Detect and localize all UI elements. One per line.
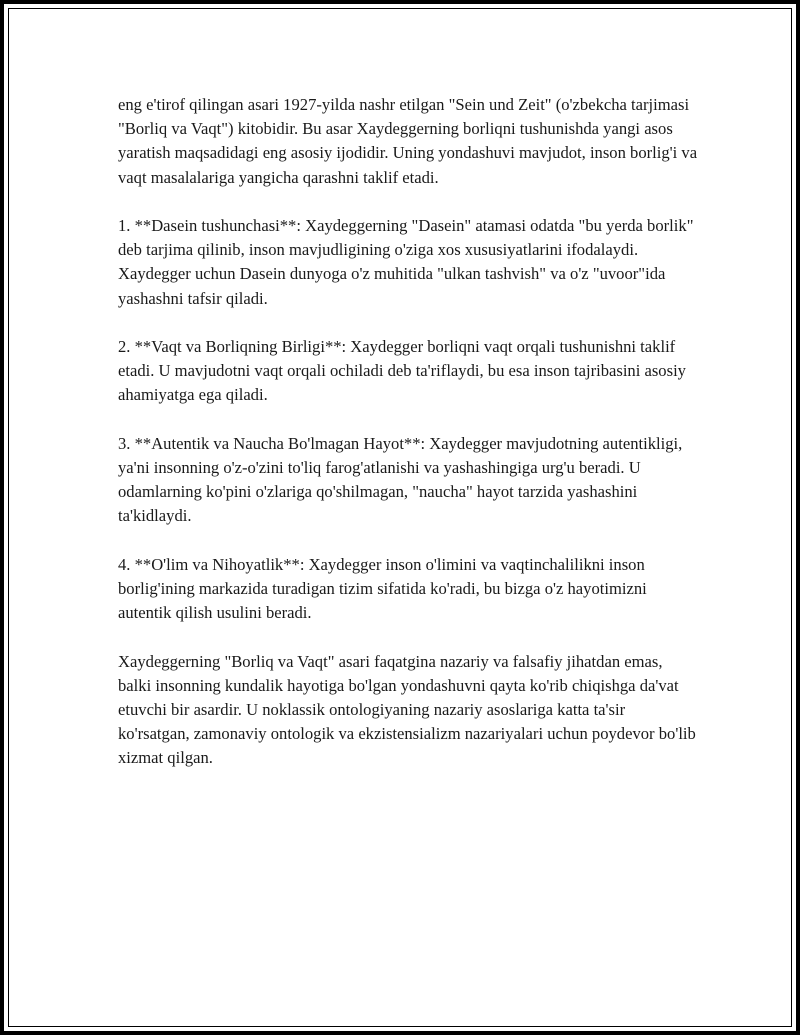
conclusion-paragraph: Xaydeggerning "Borliq va Vaqt" asari faqatgina nazariy va falsafiy jihatdan emas, balki insonning kundalik hayotiga bo'lgan yondashuvni qayta ko'rib chiqishga da'vat etuvchi bir asardir. U noklassik ontologiyaning nazariy asoslariga katta ta'sir ko'rsatgan, zamonaviy ontologik va ekzistensializm nazariyalari uchun poydevor bo'lib xizmat qilgan.	[118, 651, 696, 768]
list-item-authentic-life: 3. **Autentik va Naucha Bo'lmagan Hayot**: Xaydegger mavjudotning autentikligi, ya'ni insonning o'z-o'zini to'liq farog'atlanishi va yashashingiga urg'u beradi. U odamlarning ko'pini o'zlariga qo'shilmagan, "naucha" hayot tarzida yashashini ta'kidlaydi.	[118, 433, 683, 526]
list-item-death-finitude: 4. **O'lim va Nihoyatlik**: Xaydegger inson o'limini va vaqtinchalilikni inson borlig'ining markazida turadigan tizim sifatida ko'radi, bu bizga o'z hayotimizni autentik qilish usulini beradi.	[118, 554, 647, 623]
document-body	[118, 93, 698, 795]
intro-paragraph: eng e'tirof qilingan asari 1927-yilda nashr etilgan "Sein und Zeit" (o'zbekcha tarjimasi "Borliq va Vaqt") kitobidir. Bu asar Xaydeggerning borliqni tushunishda yangi asos yaratish maqsadidagi eng asosiy ijodidir. Uning yondashuvi mavjudot, inson borlig'i va vaqt masalalariga yangicha qarashni taklif etadi.	[118, 95, 698, 187]
list-item-time-and-being: 2. **Vaqt va Borliqning Birligi**: Xaydegger borliqni vaqt orqali tushunishni taklif etadi. U mavjudotni vaqt orqali ochiladi deb ta'riflaydi, bu esa inson tajribasini asosiy ahamiyatga ega qiladi.	[118, 337, 686, 405]
list-item-dasein: 1. **Dasein tushunchasi**: Xaydeggerning "Dasein" atamasi odatda "bu yerda borlik" deb tarjima qilinib, inson mavjudligining o'ziga xos xususiyatlarini ifodalaydi. Xaydegger uchun Dasein dunyoga o'z muhitida "ulkan tashvish" va o'z "uvoor"ida yashashni tafsir qiladi.	[118, 216, 694, 308]
